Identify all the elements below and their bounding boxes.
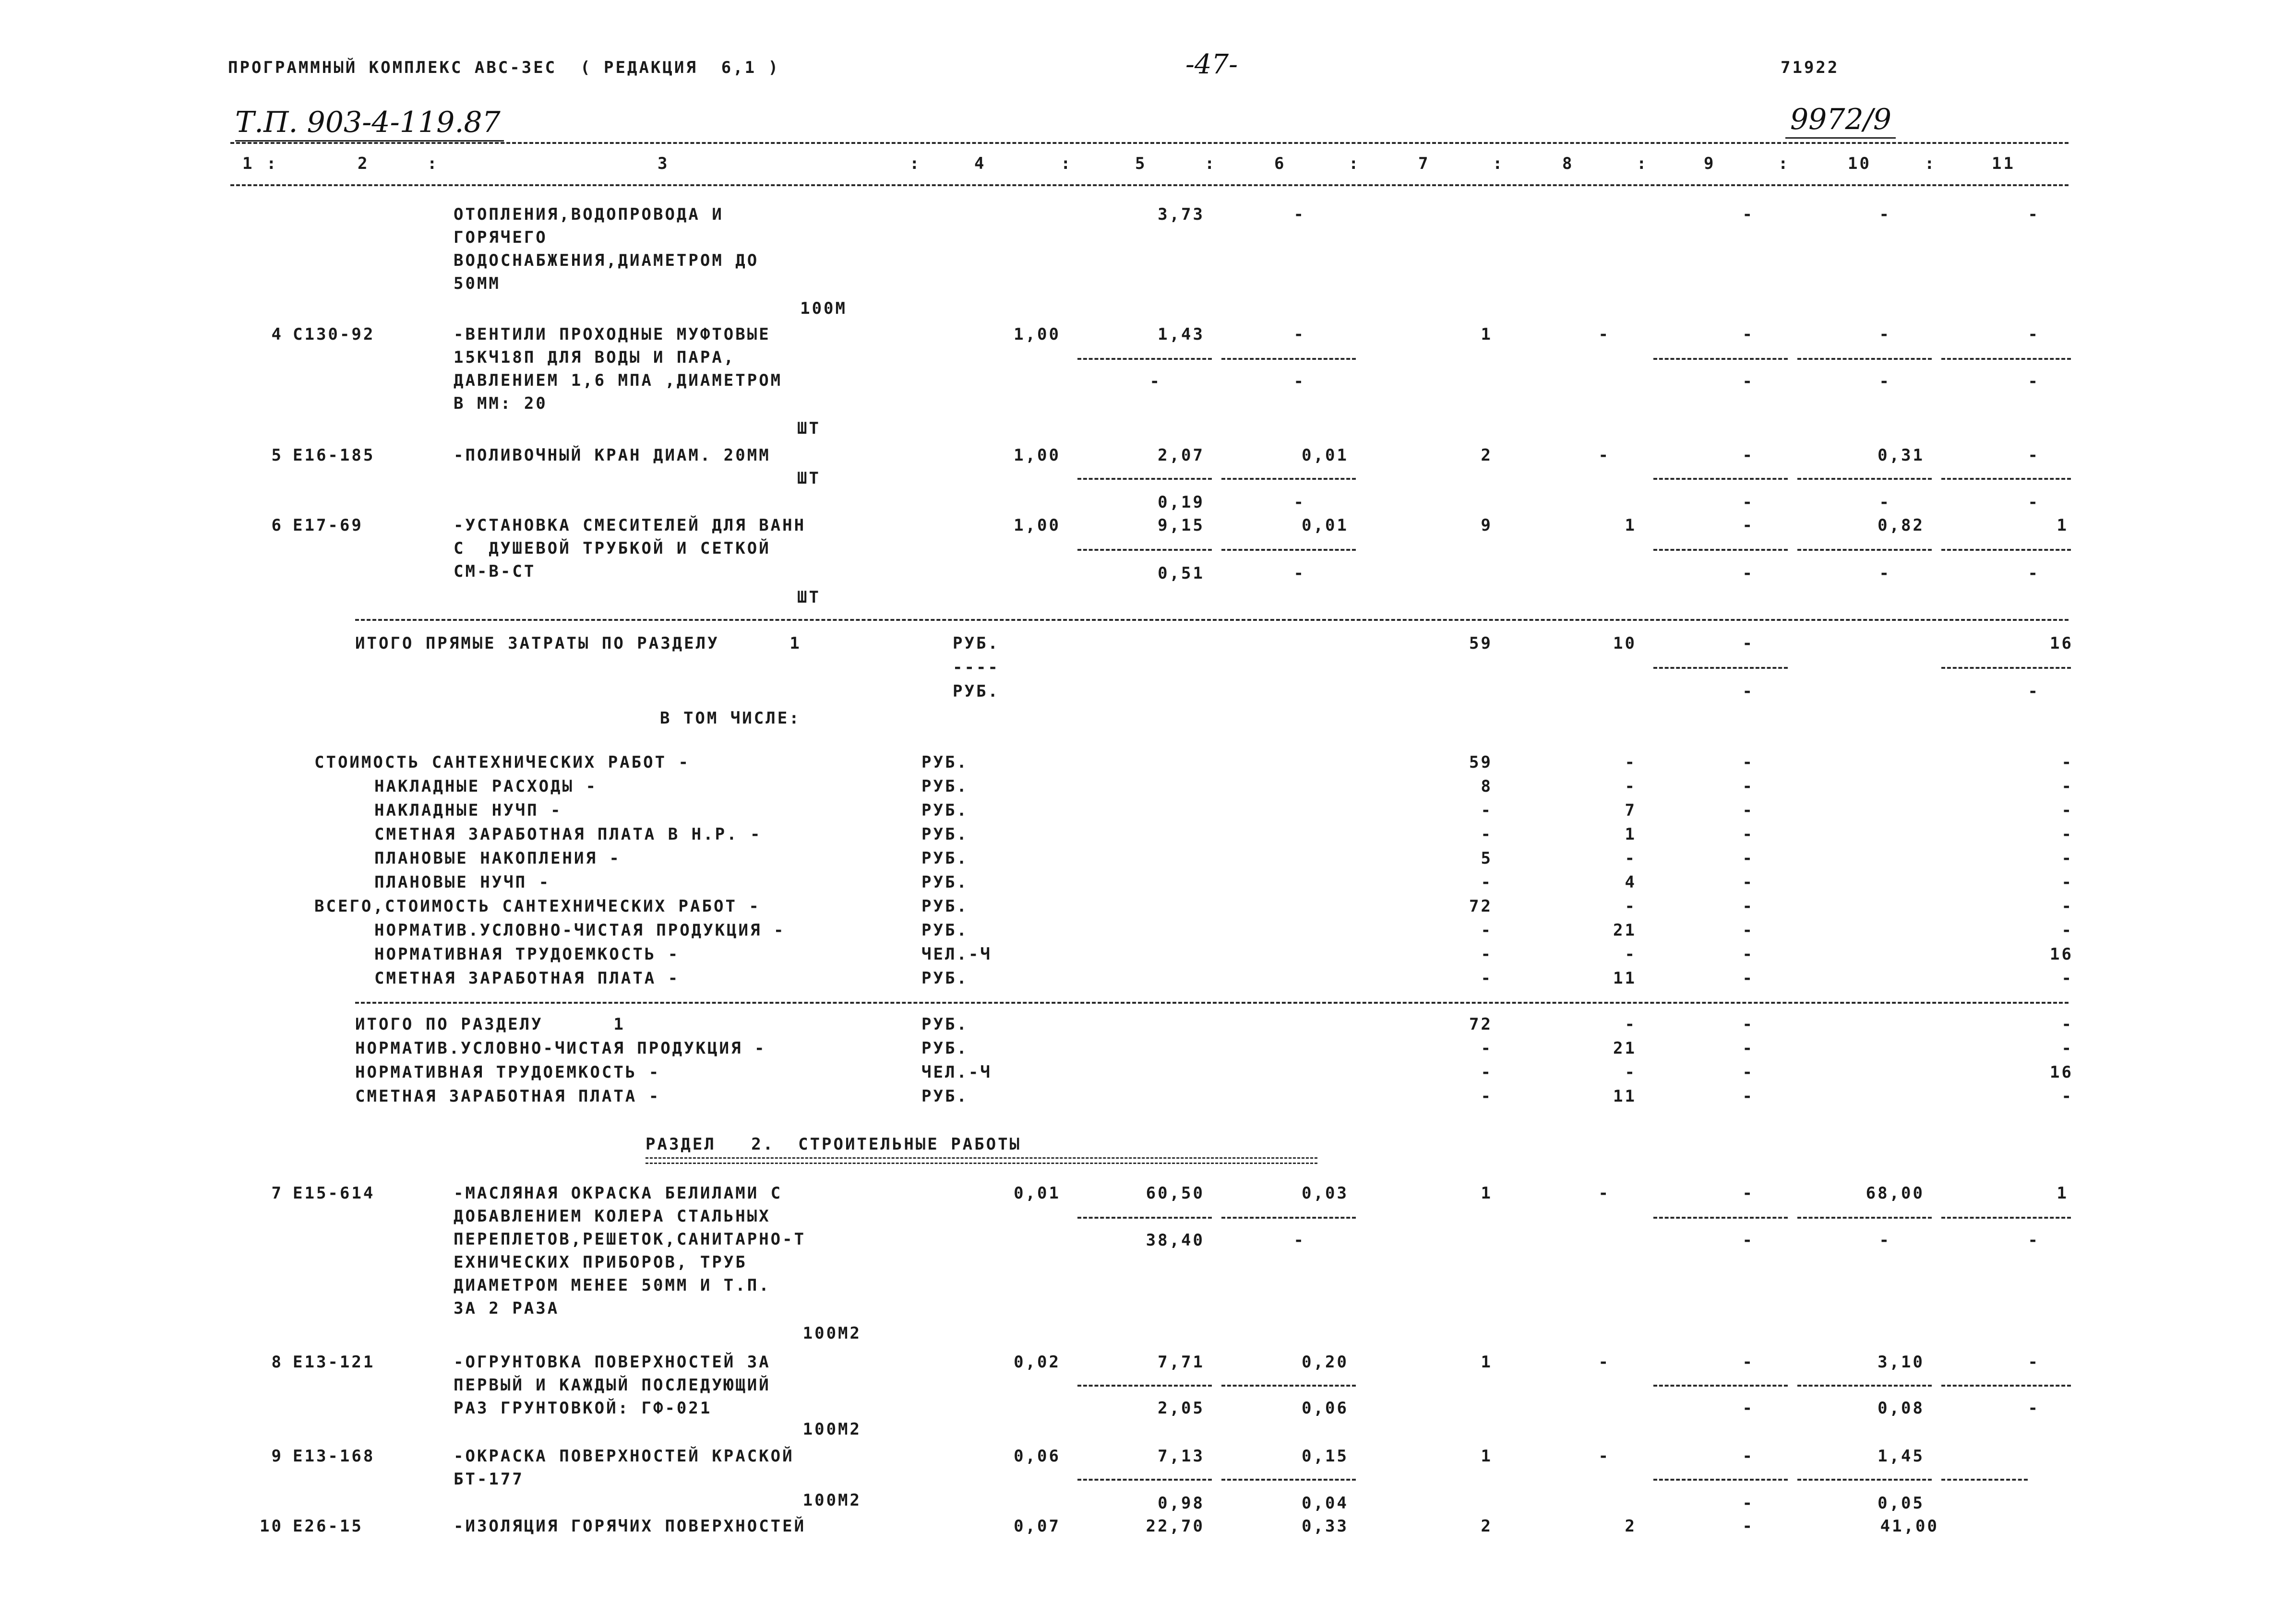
row-description: -ПОЛИВОЧНЫЙ КРАН ДИАМ. 20ММ [454,446,771,465]
col-sep: : [266,154,278,173]
row-col11: - [2028,446,2040,465]
row-col10: 3,10 [1877,1353,1925,1372]
line-unit: ЧЕЛ.-Ч [921,1063,992,1082]
line-col11: - [2061,969,2073,988]
row-unit: 100М2 [802,1491,861,1510]
row-col11: - [2028,325,2040,344]
row-col7: 2 [1481,1517,1493,1536]
row-description: ПЕРВЫЙ И КАЖДЫЙ ПОСЛЕДУЮЩИЙ [454,1376,771,1395]
line-col11: 16 [2050,945,2073,964]
line-col8: 21 [1613,1039,1637,1058]
row-code: Е13-168 [293,1447,375,1466]
row-unit: 100М2 [802,1324,861,1343]
line-col9: - [1742,1063,1754,1082]
row-col6-sub: - [1293,372,1305,391]
cell-rule [1653,1479,1788,1481]
col-sep: : [909,154,921,173]
row-col10-sub: - [1879,493,1891,512]
line-col8: - [1625,1015,1637,1034]
line-label: НОРМАТИВНАЯ ТРУДОЕМКОСТЬ - [355,1063,661,1082]
program-header: ПРОГРАММНЫЙ КОМПЛЕКС АВС-ЗЕС ( РЕДАКЦИЯ 6,1 ) [228,58,780,77]
line-unit: РУБ. [921,753,969,772]
line-col11: - [2061,1087,2073,1106]
document-number-underline [1785,137,1896,139]
header-rule [230,142,2069,144]
line-unit: РУБ. [921,969,969,988]
line-col7: 59 [1469,753,1493,772]
cell-rule [1653,667,1788,669]
total-col7: 59 [1469,634,1493,653]
row-quantity: 0,01 [1014,1184,1061,1203]
total-col9: - [1742,634,1754,653]
row-code: Е13-121 [293,1353,375,1372]
row-col5-sub: 0,19 [1158,493,1205,512]
row-col6-sub: 0,06 [1302,1399,1349,1418]
line-col7: 72 [1469,1015,1493,1034]
line-col11: - [2061,921,2073,940]
row-col8: 1 [1625,516,1637,535]
row-col6: 0,33 [1302,1517,1349,1536]
row-code: С130-92 [293,325,375,344]
row-col10-sub: 0,08 [1877,1399,1925,1418]
row-col9: - [1742,325,1754,344]
row-col11: 1 [2057,1184,2069,1203]
col-5: 5 [1135,154,1147,173]
col-2: 2 [358,154,370,173]
row-col9: - [1742,1517,1754,1536]
cell-rule [1221,1385,1356,1387]
line-col7: - [1481,825,1493,844]
line-col11: 16 [2050,1063,2073,1082]
row-quantity: 1,00 [1014,325,1061,344]
line-col8: 7 [1625,801,1637,820]
line-col9: - [1742,873,1754,892]
row-number: 10 [260,1517,283,1536]
row-code: Е15-614 [293,1184,375,1203]
row-code: Е26-15 [293,1517,363,1536]
line-col8: - [1625,897,1637,916]
cell-rule [1221,358,1356,360]
col-4: 4 [974,154,986,173]
row-col11: - [2028,1353,2040,1372]
row-description: ВОДОСНАБЖЕНИЯ,ДИАМЕТРОМ ДО [454,251,759,270]
row-col5-sub: 2,05 [1158,1399,1205,1418]
row-quantity: 1,00 [1014,516,1061,535]
line-col9: - [1742,801,1754,820]
line-unit: РУБ. [921,1039,969,1058]
row-col6-sub: - [1293,493,1305,512]
row-number: 4 [271,325,283,344]
line-col11: - [2061,777,2073,796]
line-col7: - [1481,945,1493,964]
row-col10-sub: 0,05 [1877,1494,1925,1513]
line-col11: - [2061,849,2073,868]
line-unit: РУБ. [921,1015,969,1034]
line-col9: - [1742,921,1754,940]
row-unit: ШТ [797,588,821,607]
row-col10: 1,45 [1877,1447,1925,1466]
project-number: Т.П. 903-4-119.87 [235,106,501,139]
line-unit: РУБ. [921,777,969,796]
row-col7: 1 [1481,325,1493,344]
row-col11-sub: - [2028,1399,2040,1418]
col-3: 3 [658,154,670,173]
row-col9-sub: - [1742,493,1754,512]
col-7: 7 [1418,154,1430,173]
col-sep: : [1493,154,1505,173]
row-col8: - [1598,1353,1610,1372]
row-number: 8 [271,1353,283,1372]
col-sep: : [1925,154,1937,173]
cell-rule [1797,1385,1932,1387]
line-col9: - [1742,969,1754,988]
line-col8: 1 [1625,825,1637,844]
row-col5: 3,73 [1158,205,1205,224]
row-col6: 0,15 [1302,1447,1349,1466]
col-9: 9 [1704,154,1716,173]
row-col9: - [1742,446,1754,465]
row-col10: 0,31 [1877,446,1925,465]
line-col11: - [2061,1039,2073,1058]
line-label: ИТОГО ПО РАЗДЕЛУ 1 [355,1015,625,1034]
line-col7: - [1481,1063,1493,1082]
col-8: 8 [1562,154,1574,173]
line-col7: 5 [1481,849,1493,868]
line-unit: РУБ. [921,921,969,940]
section-rule [355,1002,2069,1004]
line-col9: - [1742,1039,1754,1058]
row-number: 5 [271,446,283,465]
cell-rule [1941,358,2071,360]
row-col5-sub: - [1149,372,1161,391]
row-col8: 2 [1625,1517,1637,1536]
cell-rule [1221,1479,1356,1481]
total-unit-sub: РУБ. [953,682,1000,701]
row-col6: 0,20 [1302,1353,1349,1372]
row-description: -МАСЛЯНАЯ ОКРАСКА БЕЛИЛАМИ С [454,1184,783,1203]
col-sep: : [1061,154,1073,173]
line-label: СТОИМОСТЬ САНТЕХНИЧЕСКИХ РАБОТ - [314,753,691,772]
row-description: СМ-В-СТ [454,562,536,581]
line-unit: РУБ. [921,1087,969,1106]
project-number-underline [235,140,504,142]
cell-rule [1941,478,2071,480]
line-col11: - [2061,825,2073,844]
line-col9: - [1742,825,1754,844]
row-unit: ШТ [797,469,821,488]
row-col9: - [1742,1353,1754,1372]
line-col9: - [1742,945,1754,964]
total-unit: РУБ. [953,634,1000,653]
line-col7: 8 [1481,777,1493,796]
row-col11: - [2028,205,2040,224]
row-col5-sub: 38,40 [1146,1231,1205,1250]
line-col8: 11 [1613,1087,1637,1106]
col-sep: : [427,154,439,173]
line-col9: - [1742,1015,1754,1034]
row-description: ЕХНИЧЕСКИХ ПРИБОРОВ, ТРУБ [454,1253,747,1272]
row-col6-sub: - [1293,564,1305,583]
row-col5: 60,50 [1146,1184,1205,1203]
row-code: Е16-185 [293,446,375,465]
unit-dashes: ---- [953,658,1000,677]
line-col11: - [2061,873,2073,892]
row-col6: - [1293,205,1305,224]
cell-rule [1077,478,1212,480]
row-col5: 1,43 [1158,325,1205,344]
row-col5-sub: 0,51 [1158,564,1205,583]
line-unit: РУБ. [921,849,969,868]
line-label: НОРМАТИВ.УСЛОВНО-ЧИСТАЯ ПРОДУКЦИЯ - [374,921,786,940]
row-col8: - [1598,446,1610,465]
cell-rule [1797,478,1932,480]
row-number: 7 [271,1184,283,1203]
row-col9: - [1742,516,1754,535]
line-unit: РУБ. [921,897,969,916]
section-heading-underline [646,1157,1317,1164]
line-label: НОРМАТИВ.УСЛОВНО-ЧИСТАЯ ПРОДУКЦИЯ - [355,1039,766,1058]
line-col8: - [1625,777,1637,796]
row-quantity: 1,00 [1014,446,1061,465]
col-11: 11 [1992,154,2015,173]
line-col11: - [2061,753,2073,772]
cell-rule [1653,1217,1788,1219]
row-col9-sub: - [1742,1231,1754,1250]
row-quantity: 0,07 [1014,1517,1061,1536]
cell-rule [1941,1217,2071,1219]
line-label: ПЛАНОВЫЕ НУЧП - [374,873,551,892]
row-col6-sub: - [1293,1231,1305,1250]
line-col8: - [1625,849,1637,868]
row-description: ГОРЯЧЕГО [454,228,548,247]
line-col9: - [1742,897,1754,916]
row-col6: 0,03 [1302,1184,1349,1203]
cell-rule [1941,667,2071,669]
row-col5: 9,15 [1158,516,1205,535]
row-col6: 0,01 [1302,446,1349,465]
row-quantity: 0,06 [1014,1447,1061,1466]
row-col8: - [1598,1184,1610,1203]
row-col10: 68,00 [1866,1184,1925,1203]
cell-rule [1653,1385,1788,1387]
cell-rule [1797,1217,1932,1219]
row-col9: - [1742,205,1754,224]
row-col11-sub: - [2028,564,2040,583]
row-description: ДОБАВЛЕНИЕМ КОЛЕРА СТАЛЬНЫХ [454,1207,771,1226]
cell-rule [1221,549,1356,551]
total-col11: 16 [2050,634,2073,653]
line-col11: - [2061,1015,2073,1034]
column-header-rule [230,184,2069,186]
cell-rule [1653,478,1788,480]
line-col8: 21 [1613,921,1637,940]
row-col5: 7,13 [1158,1447,1205,1466]
line-unit: РУБ. [921,825,969,844]
col-sep: : [1778,154,1790,173]
total-col9-sub: - [1742,682,1754,701]
cell-rule [1077,1217,1212,1219]
row-col7: 2 [1481,446,1493,465]
col-sep: : [1205,154,1217,173]
col-6: 6 [1274,154,1286,173]
cell-rule [1941,1479,2028,1481]
row-description: ДАВЛЕНИЕМ 1,6 МПА ,ДИАМЕТРОМ [454,371,783,390]
row-description: БТ-177 [454,1470,524,1489]
line-label: ПЛАНОВЫЕ НАКОПЛЕНИЯ - [374,849,621,868]
line-col11: - [2061,897,2073,916]
line-col9: - [1742,1087,1754,1106]
line-label: НАКЛАДНЫЕ РАСХОДЫ - [374,777,598,796]
row-code: Е17-69 [293,516,363,535]
total-label: ИТОГО ПРЯМЫЕ ЗАТРАТЫ ПО РАЗДЕЛУ 1 [355,634,801,653]
line-col8: - [1625,945,1637,964]
row-description: В ММ: 20 [454,394,548,413]
row-col10: 41,00 [1880,1517,1939,1536]
row-col6: - [1293,325,1305,344]
line-label: НАКЛАДНЫЕ НУЧП - [374,801,562,820]
col-sep: : [1637,154,1649,173]
cell-rule [1941,1385,2071,1387]
row-unit: 100М2 [802,1420,861,1439]
row-description: ПЕРЕПЛЕТОВ,РЕШЕТОК,САНИТАРНО-Т [454,1230,806,1249]
row-col8: - [1598,1447,1610,1466]
document-number: 9972/9 [1790,103,1892,136]
row-col7: 1 [1481,1184,1493,1203]
row-col9-sub: - [1742,1494,1754,1513]
row-description: 15КЧ18П ДЛЯ ВОДЫ И ПАРА, [454,348,736,367]
row-description: -ОГРУНТОВКА ПОВЕРХНОСТЕЙ ЗА [454,1353,771,1372]
row-description: С ДУШЕВОЙ ТРУБКОЙ И СЕТКОЙ [454,539,771,558]
cell-rule [1653,358,1788,360]
row-number: 9 [271,1447,283,1466]
row-col10-sub: - [1879,564,1891,583]
row-description: 50ММ [454,274,501,293]
row-col9: - [1742,1447,1754,1466]
line-unit: ЧЕЛ.-Ч [921,945,992,964]
line-col8: 11 [1613,969,1637,988]
row-description: -ОКРАСКА ПОВЕРХНОСТЕЙ КРАСКОЙ [454,1447,794,1466]
cell-rule [1221,1217,1356,1219]
row-col11-sub: - [2028,493,2040,512]
including-heading: В ТОМ ЧИСЛЕ: [660,709,801,728]
row-col5-sub: 0,98 [1158,1494,1205,1513]
line-col8: - [1625,1063,1637,1082]
row-description: ОТОПЛЕНИЯ,ВОДОПРОВОДА И [454,205,724,224]
row-col6-sub: 0,04 [1302,1494,1349,1513]
row-description: -УСТАНОВКА СМЕСИТЕЛЕЙ ДЛЯ ВАНН [454,516,806,535]
row-col9-sub: - [1742,372,1754,391]
line-col9: - [1742,753,1754,772]
row-number: 6 [271,516,283,535]
line-col7: - [1481,1087,1493,1106]
row-col10: - [1879,205,1891,224]
line-col7: - [1481,969,1493,988]
row-col10: - [1879,325,1891,344]
row-quantity: 0,02 [1014,1353,1061,1372]
row-col11: 1 [2057,516,2069,535]
row-description: -ИЗОЛЯЦИЯ ГОРЯЧИХ ПОВЕРХНОСТЕЙ [454,1517,806,1536]
row-col5: 7,71 [1158,1353,1205,1372]
row-description: РАЗ ГРУНТОВКОЙ: ГФ-021 [454,1399,712,1418]
document-code: 71922 [1781,58,1840,77]
cell-rule [1077,1385,1212,1387]
total-col11-sub: - [2028,682,2040,701]
line-col7: - [1481,801,1493,820]
line-label: НОРМАТИВНАЯ ТРУДОЕМКОСТЬ - [374,945,680,964]
cell-rule [1653,549,1788,551]
row-description: ДИАМЕТРОМ МЕНЕЕ 50ММ И Т.П. [454,1276,771,1295]
cell-rule [1941,549,2071,551]
line-unit: РУБ. [921,801,969,820]
row-col10: 0,82 [1877,516,1925,535]
line-col8: 4 [1625,873,1637,892]
section-rule [355,619,2069,621]
cell-rule [1077,549,1212,551]
cell-rule [1077,1479,1212,1481]
row-col9-sub: - [1742,564,1754,583]
line-col8: - [1625,753,1637,772]
row-col5: 22,70 [1146,1517,1205,1536]
line-label: СМЕТНАЯ ЗАРАБОТНАЯ ПЛАТА - [374,969,680,988]
line-unit: РУБ. [921,873,969,892]
row-col5: 2,07 [1158,446,1205,465]
col-1: 1 [242,154,254,173]
line-col11: - [2061,801,2073,820]
col-sep: : [1349,154,1361,173]
row-description: ЗА 2 РАЗА [454,1299,560,1318]
row-col7: 1 [1481,1353,1493,1372]
row-col9-sub: - [1742,1399,1754,1418]
cell-rule [1797,358,1932,360]
line-col9: - [1742,777,1754,796]
line-col7: - [1481,921,1493,940]
cell-rule [1797,549,1932,551]
line-col9: - [1742,849,1754,868]
line-label: СМЕТНАЯ ЗАРАБОТНАЯ ПЛАТА В Н.Р. - [374,825,762,844]
cell-rule [1797,1479,1932,1481]
page-number: -47- [1185,49,1238,80]
total-col8: 10 [1613,634,1637,653]
row-col11-sub: - [2028,1231,2040,1250]
line-col7: - [1481,1039,1493,1058]
row-unit: 100М [800,299,847,318]
row-col7: 1 [1481,1447,1493,1466]
row-col9: - [1742,1184,1754,1203]
row-unit: ШТ [797,419,821,438]
col-10: 10 [1848,154,1871,173]
cell-rule [1077,358,1212,360]
section-heading: РАЗДЕЛ 2. СТРОИТЕЛЬНЫЕ РАБОТЫ [646,1135,1022,1154]
line-label: ВСЕГО,СТОИМОСТЬ САНТЕХНИЧЕСКИХ РАБОТ - [314,897,761,916]
row-col11-sub: - [2028,372,2040,391]
cell-rule [1221,478,1356,480]
row-col6: 0,01 [1302,516,1349,535]
row-col8: - [1598,325,1610,344]
line-label: СМЕТНАЯ ЗАРАБОТНАЯ ПЛАТА - [355,1087,661,1106]
row-col7: 9 [1481,516,1493,535]
line-col7: - [1481,873,1493,892]
row-col10-sub: - [1879,372,1891,391]
row-col10-sub: - [1879,1231,1891,1250]
row-description: -ВЕНТИЛИ ПРОХОДНЫЕ МУФТОВЫЕ [454,325,771,344]
line-col7: 72 [1469,897,1493,916]
